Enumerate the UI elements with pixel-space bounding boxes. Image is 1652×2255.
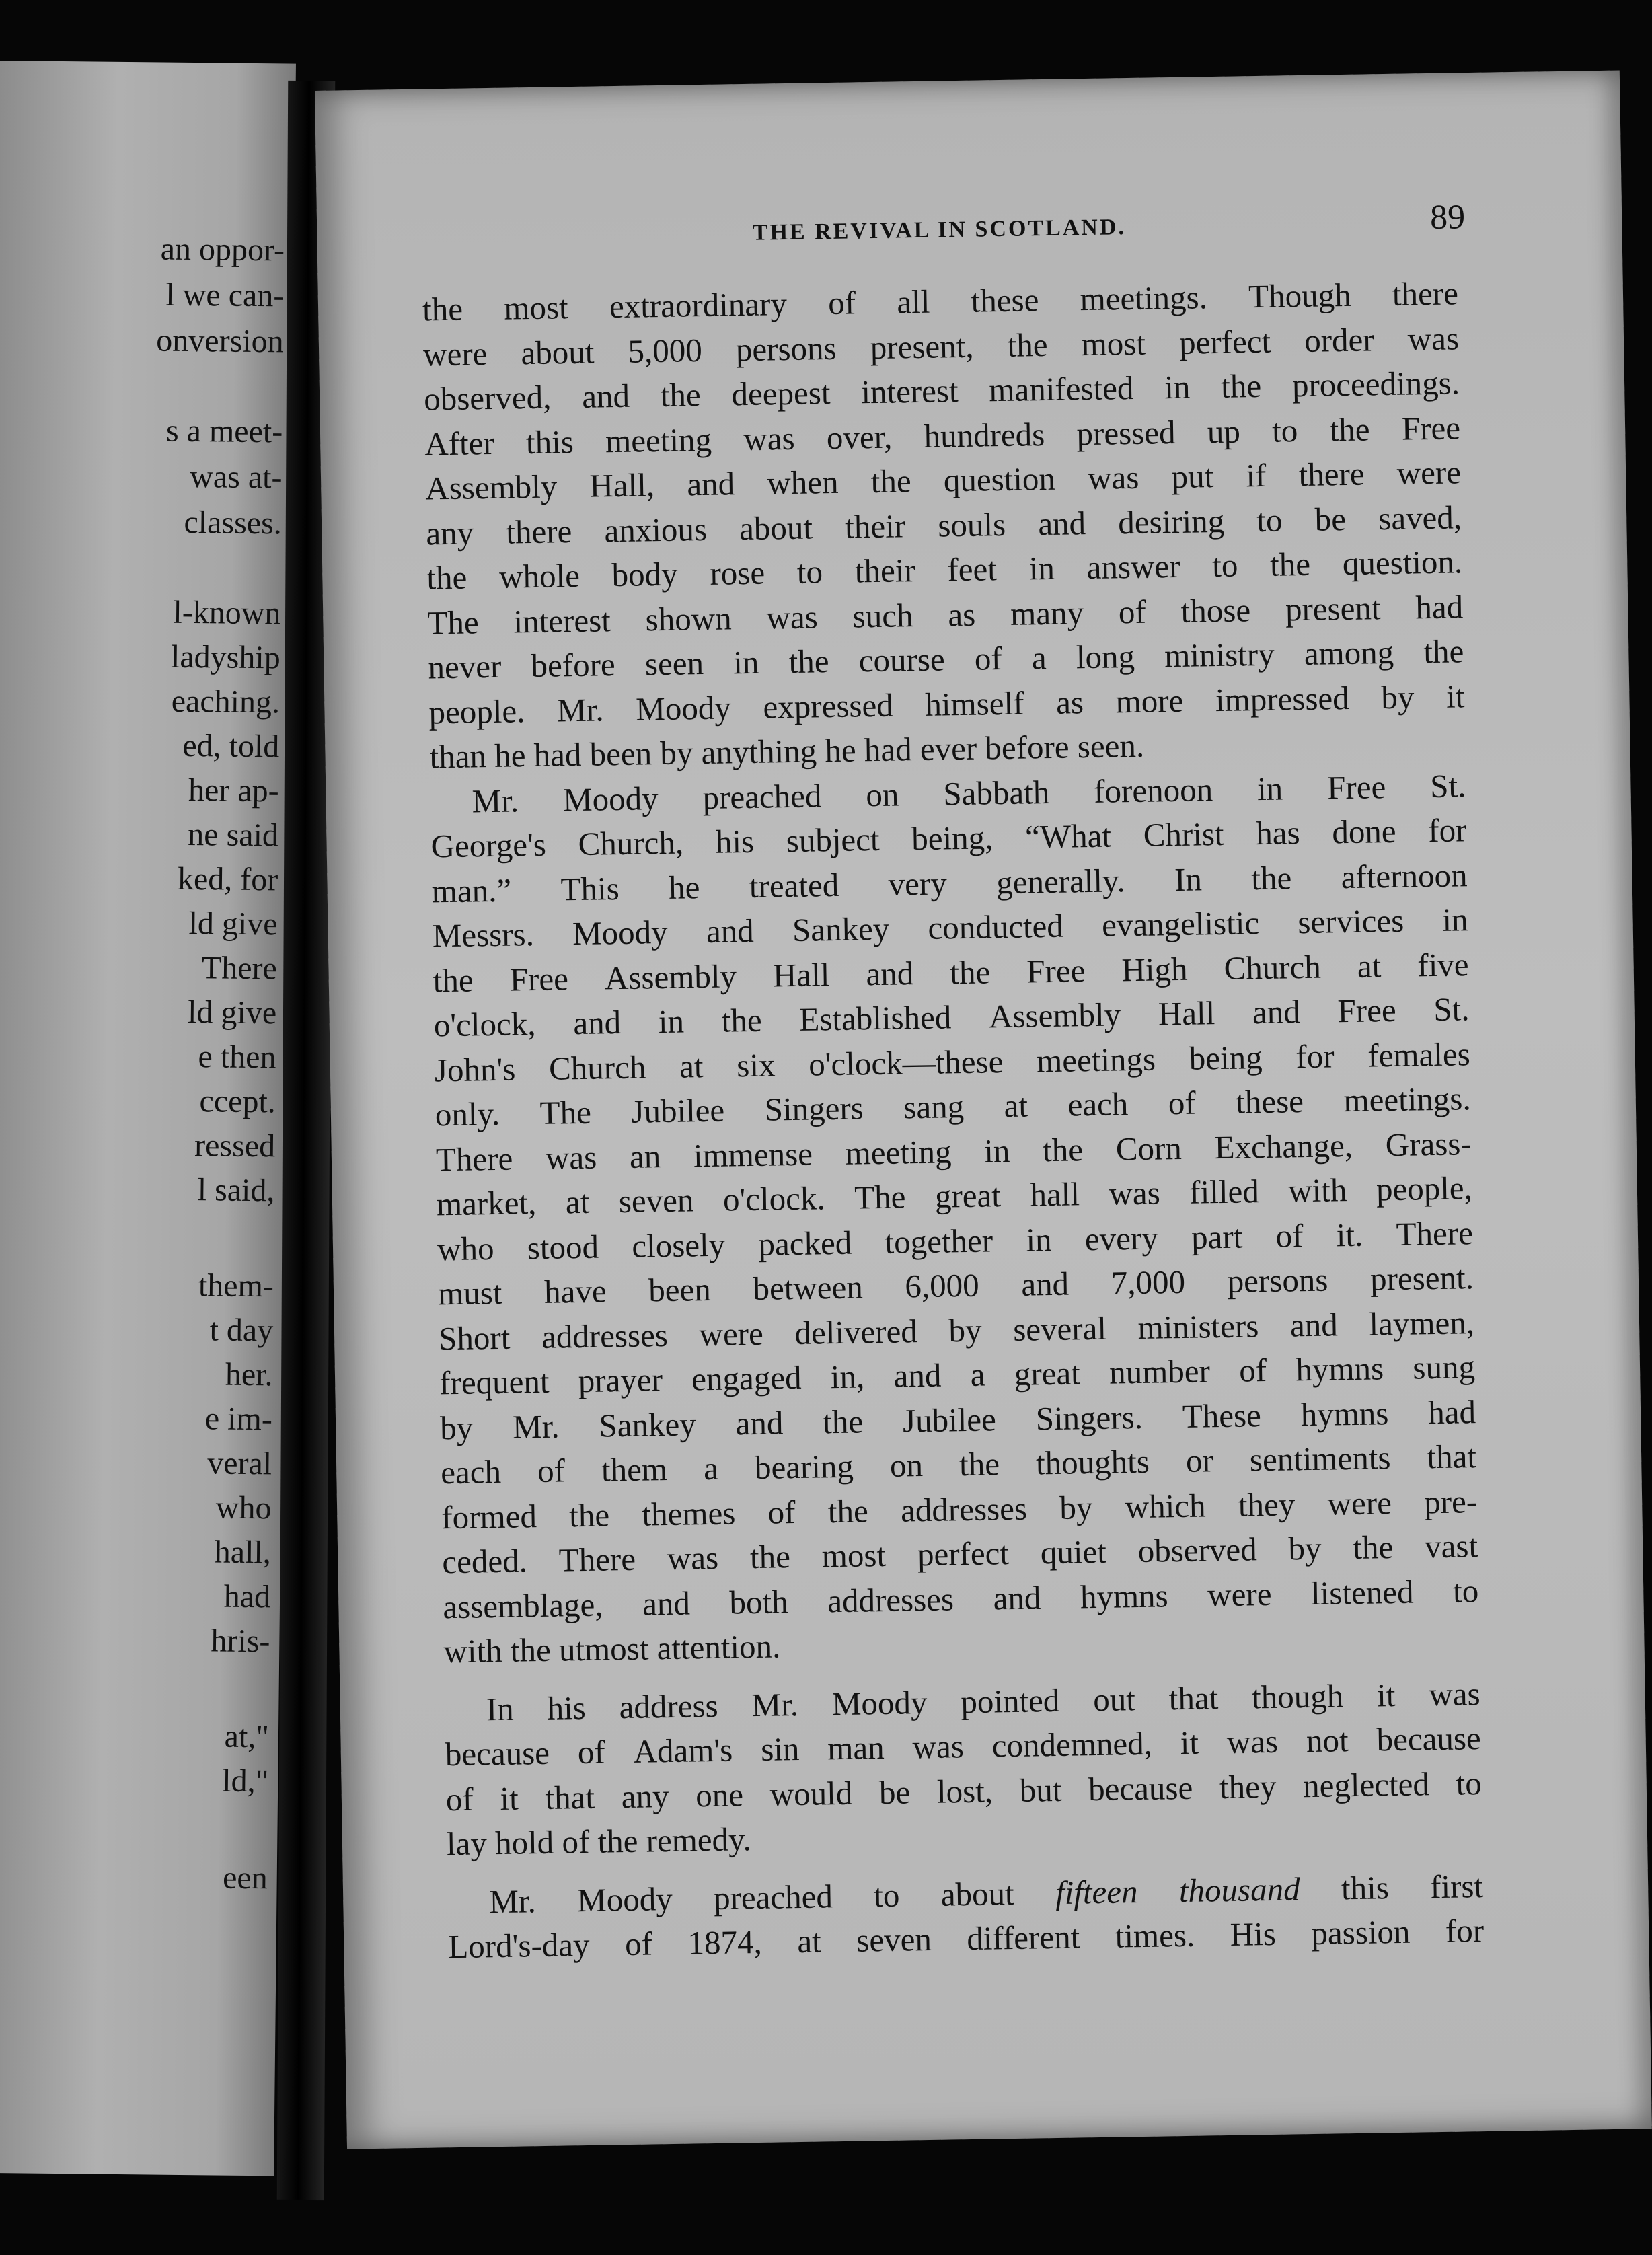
left-page-line: s a meet-	[165, 412, 283, 450]
left-page-line: who	[215, 1489, 272, 1526]
text-line: In his address Mr. Moody pointed out that though it was	[486, 1674, 1480, 1728]
left-page-line: at,"	[224, 1718, 270, 1755]
left-page-line: e im-	[204, 1401, 273, 1438]
text-line: man.” This he treated very generally. In the afternoon	[431, 856, 1468, 910]
left-page-line: l said,	[197, 1172, 275, 1209]
left-page-line: ed, told	[182, 727, 280, 765]
text-line: people. Mr. Moody expressed himself as more impressed by it	[428, 677, 1465, 731]
text-line: Lord's-day of 1874, at seven different times. His passion for	[447, 1912, 1485, 1966]
right-page	[315, 71, 1652, 2149]
text-line: market, at seven o'clock. The great hall was filled with people,	[436, 1169, 1473, 1223]
text-line: formed the themes of the addresses by which they were pre-	[441, 1482, 1478, 1536]
left-page-line: There	[201, 950, 278, 987]
text-line: Assembly Hall, and when the question was put if there were	[424, 453, 1462, 507]
text-line: any there anxious about their souls and desiring to be saved,	[425, 498, 1462, 552]
left-page-line: them-	[198, 1267, 274, 1304]
left-page-line: ld,"	[222, 1763, 269, 1800]
text-line: by Mr. Sankey and the Jubilee Singers. These hymns had	[439, 1393, 1476, 1446]
text-line: ceded. There was the most perfect quiet observed by the vast	[441, 1527, 1478, 1581]
text-line: o'clock, and in the Established Assembly Hall and Free St.	[433, 990, 1470, 1044]
left-page-line: eaching.	[171, 683, 280, 720]
text-line: than he had been by anything he had ever before seen.	[429, 727, 1145, 776]
left-page-line: hris-	[211, 1623, 270, 1660]
left-page-line: was at-	[189, 458, 283, 496]
text-line: After this meeting was over, hundreds pressed up to the Free	[424, 408, 1461, 462]
page-number: 89	[1429, 198, 1466, 237]
text-line: lay hold of the remedy.	[446, 1820, 752, 1863]
page-content	[421, 197, 1485, 1969]
body-text	[422, 271, 1485, 1969]
text-line: frequent prayer engaged in, and a great number of hymns sung	[439, 1348, 1476, 1402]
left-page-line: ne said	[188, 816, 279, 854]
text-line: observed, and the deepest interest manifested in the proceedings.	[423, 364, 1460, 418]
left-page-line: ressed	[194, 1128, 276, 1165]
left-page-line: ld give	[187, 994, 277, 1031]
text-line: never before seen in the course of a long ministry among the	[428, 632, 1464, 686]
left-page-line: an oppor-	[160, 231, 285, 268]
text-line: George's Church, his subject being, “What Christ has done for	[430, 811, 1467, 865]
text-line: only. The Jubilee Singers sang at each of these meetings.	[435, 1080, 1472, 1134]
left-page-line: ladyship	[170, 638, 281, 676]
text-line: The interest shown was such as many of those present had	[427, 587, 1464, 641]
text-line: each of them a bearing on the thoughts or sentiments that	[440, 1438, 1477, 1491]
running-head-title: THE REVIVAL IN SCOTLAND.	[752, 215, 1127, 246]
left-page-line: veral	[206, 1445, 272, 1482]
text-line: John's Church at six o'clock—these meetings being for females	[434, 1035, 1471, 1088]
text-line: the whole body rose to their feet in answer to the question.	[426, 543, 1463, 597]
text-line: Mr. Moody preached to about fifteen thousand this first	[488, 1867, 1484, 1920]
left-page-line: her.	[225, 1356, 273, 1393]
text-line: Messrs. Moody and Sankey conducted evangelistic services in	[432, 901, 1468, 955]
text-line: Mr. Moody preached on Sabbath forenoon in Free St.	[472, 766, 1466, 819]
text-line: were about 5,000 persons present, the most perfect order was	[422, 319, 1460, 373]
text-line: must have been between 6,000 and 7,000 persons present.	[437, 1259, 1474, 1313]
left-page-line: l we can-	[165, 276, 285, 314]
text-line: with the utmost attention.	[443, 1627, 781, 1670]
left-page-line: her ap-	[188, 772, 279, 809]
text-line: who stood closely packed together in every part of it. There	[437, 1214, 1474, 1267]
left-page-line: e then	[198, 1039, 276, 1076]
left-page	[0, 61, 296, 2176]
text-line: because of Adam's sin man was condemned, it was not because	[445, 1720, 1482, 1773]
text-line: the Free Assembly Hall and the Free High Church at five	[433, 945, 1469, 999]
left-page-line: ccept.	[199, 1083, 276, 1120]
text-line: Short addresses were delivered by several ministers and laymen,	[438, 1303, 1475, 1357]
text-line: the most extraordinary of all these meetings. Though there	[422, 274, 1459, 328]
left-page-line: ld give	[188, 905, 278, 942]
left-page-line: classes.	[184, 504, 283, 542]
left-page-line: hall,	[214, 1534, 272, 1571]
text-line: There was an immense meeting in the Corn Exchange, Grass-	[435, 1124, 1472, 1178]
left-page-line: l-known	[173, 594, 281, 632]
text-line: of it that any one would be lost, but because they neglected to	[445, 1764, 1482, 1818]
text-line: assemblage, and both addresses and hymns were listened to	[442, 1572, 1479, 1625]
left-page-line: ked, for	[177, 860, 278, 898]
left-page-line: had	[223, 1578, 271, 1615]
left-page-line: onversion	[156, 322, 284, 360]
left-page-line: t day	[209, 1312, 274, 1349]
left-page-text	[0, 61, 287, 1896]
left-page-line: een	[222, 1859, 268, 1896]
